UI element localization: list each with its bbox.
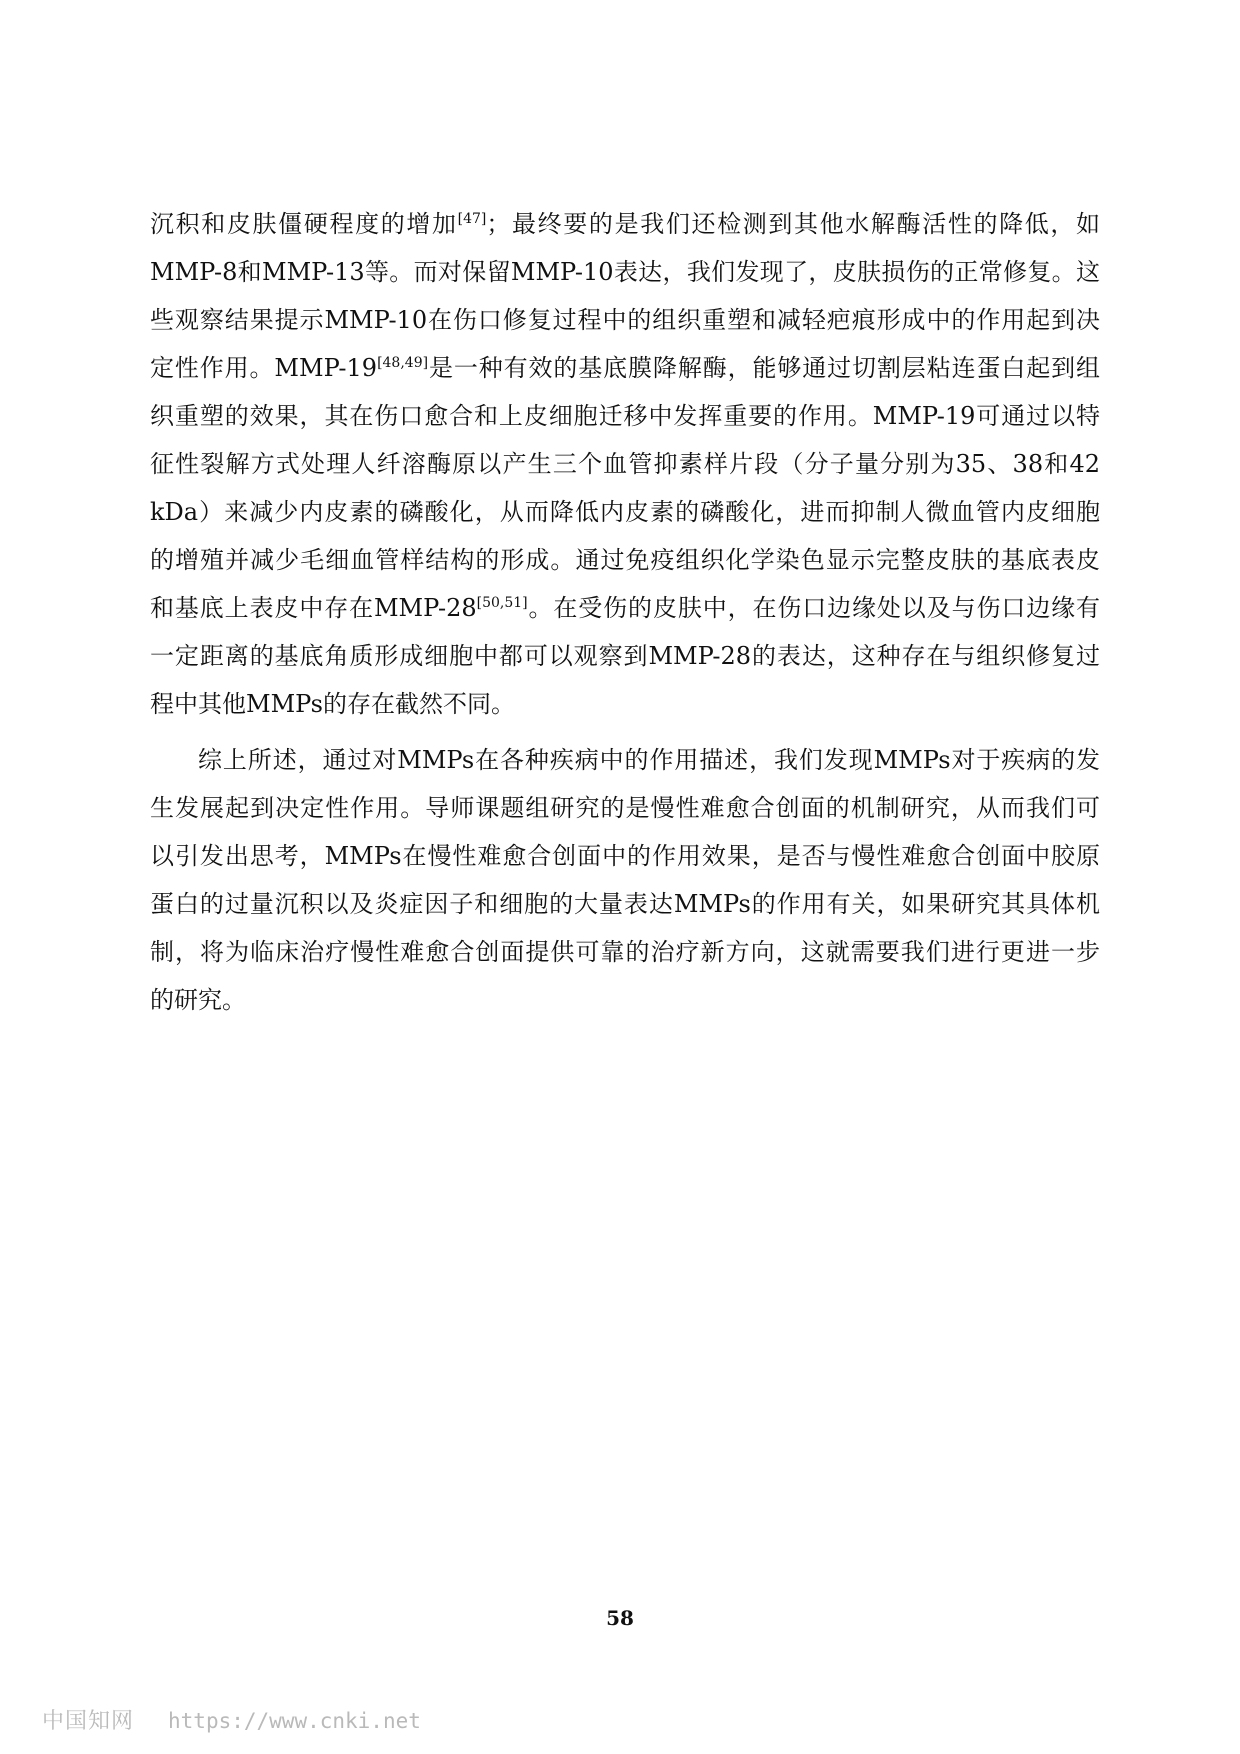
citation-ref: [47]	[457, 211, 487, 227]
paragraph-1-line-2: MMP-8和MMP-13等。而对保留MMP-10表达，我们发现了，皮肤损伤的正常修复。这	[150, 258, 1100, 286]
paragraph-1-line-11: 程中其他MMPs的存在截然不同。	[150, 690, 515, 718]
paragraph-2-line-6: 的研究。	[150, 986, 246, 1014]
paragraph-1-line-3: 些观察结果提示MMP-10在伤口修复过程中的组织重塑和减轻疤痕形成中的作用起到决	[150, 306, 1100, 334]
paragraph-2-line-5: 制，将为临床治疗慢性难愈合创面提供可靠的治疗新方向，这就需要我们进行更进一步	[150, 938, 1100, 966]
line-text: 定性作用。MMP-19	[150, 354, 378, 382]
paragraph-1-line-4	[150, 342, 1100, 394]
watermark-url: https://www.cnki.net	[168, 1709, 421, 1733]
paragraph-1-line-9	[150, 582, 1100, 634]
paragraph-2-line-3: 以引发出思考，MMPs在慢性难愈合创面中的作用效果，是否与慢性难愈合创面中胶原	[150, 842, 1100, 870]
paragraph-2-line-1: 综上所述，通过对MMPs在各种疾病中的作用描述，我们发现MMPs对于疾病的发	[198, 746, 1100, 774]
line-text-after: 。在受伤的皮肤中，在伤口边缘处以及与伤口边缘有	[527, 594, 1100, 622]
paragraph-1-line-1	[150, 198, 1100, 250]
citation-ref: [50,51]	[476, 595, 528, 611]
cnki-watermark	[42, 1704, 421, 1735]
citation-ref: [48,49]	[377, 355, 429, 371]
paragraph-1-line-5: 织重塑的效果，其在伤口愈合和上皮细胞迁移中发挥重要的作用。MMP-19可通过以特	[150, 402, 1100, 430]
line-text-after: 是一种有效的基底膜降解酶，能够通过切割层粘连蛋白起到组	[428, 354, 1100, 382]
paragraph-1-line-10: 一定距离的基底角质形成细胞中都可以观察到MMP-28的表达，这种存在与组织修复过	[150, 642, 1100, 670]
line-text: 沉积和皮肤僵硬程度的增加	[150, 210, 458, 238]
line-text-after: ；最终要的是我们还检测到其他水解酶活性的降低，如	[486, 210, 1101, 238]
paragraph-1-line-7: kDa）来减少内皮素的磷酸化，从而降低内皮素的磷酸化，进而抑制人微血管内皮细胞	[150, 498, 1100, 526]
paragraph-1-line-8: 的增殖并减少毛细血管样结构的形成。通过免疫组织化学染色显示完整皮肤的基底表皮	[150, 546, 1100, 574]
paragraph-1-line-6: 征性裂解方式处理人纤溶酶原以产生三个血管抑素样片段（分子量分别为35、38和42	[150, 450, 1100, 478]
page-number: 58	[606, 1606, 634, 1630]
paragraph-2-line-2: 生发展起到决定性作用。导师课题组研究的是慢性难愈合创面的机制研究，从而我们可	[150, 794, 1100, 822]
paragraph-2-line-4: 蛋白的过量沉积以及炎症因子和细胞的大量表达MMPs的作用有关，如果研究其具体机	[150, 890, 1100, 918]
watermark-logo: 中国知网	[42, 1709, 135, 1734]
line-text: 和基底上表皮中存在MMP-28	[150, 594, 477, 622]
